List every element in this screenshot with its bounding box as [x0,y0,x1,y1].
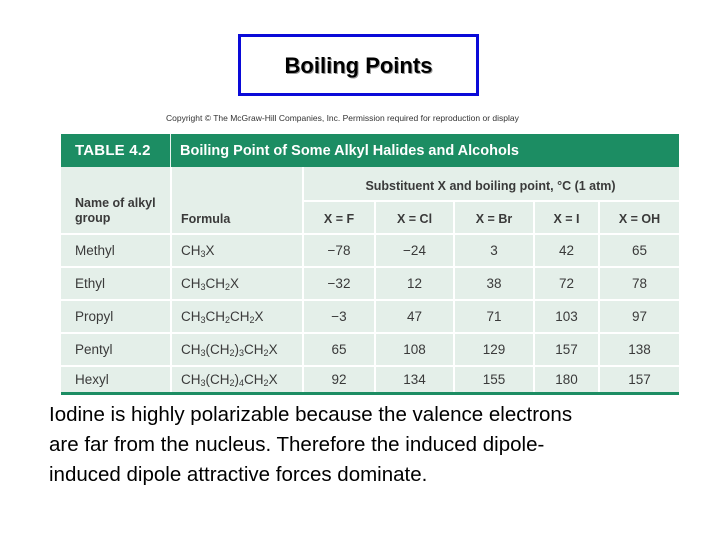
header-divider [170,134,171,167]
boiling-point-value: −78 [327,243,351,258]
substituent-column-header: X = Br [475,212,513,226]
substituent-column-header: X = OH [618,212,661,226]
boiling-point-value: 129 [482,342,506,357]
boiling-point-value: 134 [403,372,426,387]
boiling-point-value: 38 [486,276,502,291]
grid-line [453,200,455,392]
formula-column-header: Formula [181,212,231,226]
boiling-point-value: 180 [555,372,578,387]
paragraph-line: Iodine is highly polarizable because the valence electrons [49,403,573,426]
alkyl-group-name: Hexyl [75,372,109,387]
boiling-point-value: 157 [628,372,651,387]
formula-cell: $CH_3CH_2CH_2X$ [181,309,264,325]
copyright-notice: Copyright © The McGraw-Hill Companies, Inc. Permission required for reproduction or display [166,113,519,123]
table-header-bar [61,134,679,167]
grid-line [302,200,679,202]
boiling-point-value: −32 [327,276,351,291]
boiling-point-value: 65 [331,342,347,357]
group-column-header: Name of alkyl group [75,196,156,225]
grid-line [170,167,172,392]
grid-line [61,365,679,367]
paragraph-line: induced dipole attractive forces dominate. [49,463,428,486]
boiling-point-value: 97 [631,309,648,324]
substituent-column-header: X = Cl [396,212,433,226]
boiling-point-value: −24 [403,243,426,258]
table-bottom-rule [61,392,679,395]
substituent-column-header: X = I [553,212,580,226]
grid-line [61,299,679,301]
alkyl-group-name: Methyl [75,243,115,258]
alkyl-group-name: Propyl [75,309,114,324]
paragraph-line: are far from the nucleus. Therefore the induced dipole- [49,433,545,456]
formula-cell: $CH_3CH_2X$ [181,276,240,292]
table-caption: Boiling Point of Some Alkyl Halides and Alcohols [180,143,519,159]
title-box [238,34,479,96]
boiling-point-value: 65 [631,243,648,258]
boiling-point-value: −3 [331,309,347,324]
grid-line [61,266,679,268]
grid-line [61,233,679,235]
page-title: Boiling Points [284,53,433,78]
boiling-point-value: 108 [403,342,426,357]
boiling-point-value: 92 [331,372,347,387]
grid-line [533,200,535,392]
grid-line [374,200,376,392]
formula-cell: $CH_3(CH_2)_3CH_2X$ [181,342,278,358]
boiling-point-value: 155 [482,372,506,387]
table-number: TABLE 4.2 [75,142,151,159]
boiling-point-table [61,134,679,395]
boiling-point-value: 3 [490,243,498,258]
boiling-point-value: 71 [486,309,502,324]
boiling-point-value: 138 [628,342,651,357]
substituent-header: Substituent X and boiling point, °C (1 atm) [365,179,616,193]
formula-cell: $CH_3X$ [181,243,215,259]
formula-cell: $CH_3(CH_2)_4CH_2X$ [181,372,278,388]
boiling-point-value: 42 [558,243,575,258]
boiling-point-value: 78 [631,276,648,291]
explanation-paragraph [49,400,709,490]
alkyl-group-name: Pentyl [75,342,113,357]
substituent-column-header: X = F [323,212,355,226]
alkyl-group-name: Ethyl [75,276,106,291]
boiling-point-value: 72 [558,276,575,291]
boiling-point-value: 12 [406,276,423,291]
boiling-point-value: 47 [406,309,423,324]
boiling-point-value: 157 [555,342,578,357]
boiling-point-value: 103 [555,309,578,324]
grid-line [598,200,600,392]
grid-line [61,332,679,334]
